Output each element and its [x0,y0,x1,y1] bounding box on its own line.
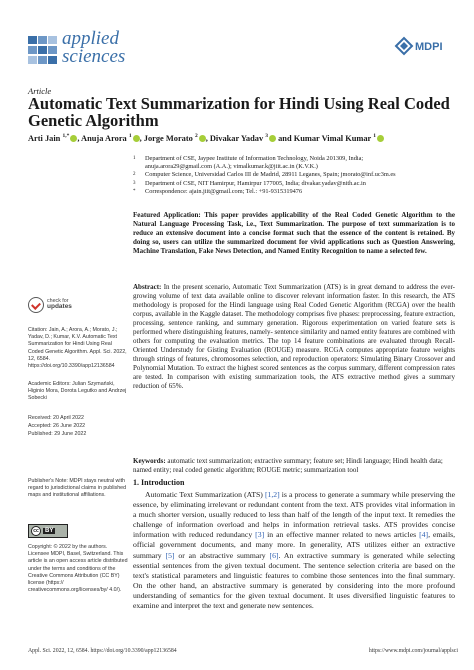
citation-link[interactable]: [4] [419,530,429,540]
journal-name [62,30,125,66]
check-for-updates-button[interactable] [28,296,128,318]
affiliation-number [133,163,145,171]
author-list: Arti Jain $^{1,*}$ , Anuja Arora $^1$ , Jorge Morato $^2$ , Divakar Yadav $^3$ and Kumar Vimal Kumar $^1$ [28,133,458,143]
footer-journal-link[interactable]: https://www.mdpi.com/journal/applsci [368,648,458,654]
author-name[interactable]: Anuja Arora $^1$ [81,133,132,143]
accepted-date: Accepted: 26 June 2022 [28,423,86,429]
keywords-label: Keywords: [133,457,166,465]
citation-link[interactable]: [5] [165,550,175,560]
academic-editors: Academic Editors: Julian Szymański, Higinio Mora, Dorota Legutko and Andrzej Sobecki [28,381,127,402]
published-date: Published: 29 June 2022 [28,431,87,437]
affiliation-number: 2 [133,172,136,178]
article-type: Article [28,86,52,96]
author-affiliation-marker: 2 [194,133,198,139]
abstract-text: In the present scenario, Automatic Text Summarization (ATS) is in great demand to address the ever-growing volume of text data available online to discover relevant information faster. In this research, the ATS methodology is proposed for the Hindi language using Real Coded Genetic Algorithm (RCGA) over the health corpus, available in the Kaggle dataset. The methodology comprises five phases: preprocessing, feature extraction, processing, sentence ranking, and summary generation. Rigorous experimentation on varied feature sets is performed where distinguishing features, namely- sentence similarity and named entity features are combined with others for computing the evaluation metrics. The top 14 feature combinations are evaluated through Recall-Oriented Understudy for Gisting Evaluation (ROUGE) measure. RCGA computes appropriate feature weights through strings of features, chromosomes selection, and reproduction operators: Simulating Binary Crossover and Polynomial Mutation. To extract the highest scored sentences as the corpus summary, different compression rates are tested. In comparison with existing summarization tools, the ATS extractive method gives a summary reduction of 65%. [133,283,455,390]
affiliation-text: Correspondence: ajain.jiit@gmail.com; Tel.: +91-9315319476 [145,187,303,195]
orcid-icon[interactable] [133,135,140,142]
journal-name-line1: applied [62,28,119,49]
affiliation-item [133,163,463,171]
orcid-icon[interactable] [199,135,206,142]
citation-link[interactable]: [1,2] [264,490,280,499]
orcid-icon[interactable] [377,135,384,142]
affiliations [133,155,463,196]
intro-text-part: , emails, official government documents, and many more. In generality, ATS utilizes either an extractive summary [133,530,455,560]
journal-name-line2: sciences [62,46,126,67]
author-affiliation-marker: 1 [128,133,132,139]
footer-citation: Appl. Sci. 2022, 12, 6584. https://doi.org/10.3390/app12136584 [28,648,177,654]
cc-license-badge[interactable] [28,524,68,538]
author-name[interactable]: Divakar Yadav $^3$ [209,133,269,143]
by-icon: BY [45,528,54,534]
copyright-notice: Copyright: © 2022 by the authors. Licensee MDPI, Basel, Switzerland. This article is an open access article distributed under the terms and conditions of the Creative Commons Attribution (CC BY) license (https:// creativecommons.org/licenses/by/ 4.0/). [28,544,128,594]
introduction-text [133,490,455,611]
journal-logo-icon [28,36,58,64]
author-name[interactable]: Kumar Vimal Kumar $^1$ [293,133,376,143]
check-for-updates-line2: updates [47,303,72,310]
mdpi-logo-text: MDPI [415,41,443,53]
affiliation-text: Department of CSE, Jaypee Institute of Information Technology, Noida 201309, India; [145,155,364,162]
publisher-note: Publisher's Note: MDPI stays neutral with regard to jurisdictional claims in published maps and institutional affiliations. [28,478,127,499]
affiliation-item [133,155,463,163]
check-for-updates-label [47,298,72,310]
citation-info: Citation: Jain, A.; Arora, A.; Morato, J.; Yadav, D.; Kumar, K.V. Automatic Text Summarization for Hindi Using Real Coded Genetic Algorithm. Appl. Sci. 2022, 12, 6584. https://doi.org/10.3390/app12136584 [28,327,127,370]
received-date: Received: 20 April 2022 [28,415,84,421]
author-name[interactable]: Jorge Morato $^2$ [143,133,198,143]
author-name[interactable]: Arti Jain $^{1,*}$ [28,133,70,143]
orcid-icon[interactable] [269,135,276,142]
intro-text-part: is a process to generate a summary while preserving the essence, by eliminating irrelevant or redundant content from the text. ATS provides vital information in a much shorter version, usually reduced to less than half of the length of the input text. It remedies the challenge of information overload and helps in information retrieval tasks. ATS provides concise information with reduced redundancy [133,490,455,540]
affiliation-number: 1 [133,156,136,161]
check-for-updates-icon [28,297,44,313]
affiliation-number: * [133,188,136,194]
author-affiliation-marker: 1 [373,133,376,139]
affiliation-text: anuja.arora29@gmail.com (A.A.); vimalkumar.k@jiit.ac.in (K.V.K.) [145,163,318,171]
affiliation-number: 3 [133,180,136,186]
page-footer [28,648,458,654]
cc-icon: cc [31,526,41,536]
keywords [133,457,455,475]
author-affiliation-marker: 1,* [62,133,70,139]
affiliation-text: Computer Science, Universidad Carlos III de Madrid, 28911 Leganes, Spain; jmorato@inf.uc3m.es [145,171,396,179]
orcid-icon[interactable] [70,135,77,142]
mdpi-logo-icon[interactable] [394,35,454,57]
section-title-introduction: 1. Introduction [133,478,185,487]
keywords-text: automatic text summarization; extractive summary; feature set; Hindi language; Hindi health data; named entity; real coded genetic algorithm; ROUGE metric; summarization tool [133,457,443,474]
affiliation-item [133,188,463,196]
abstract [133,283,455,391]
affiliation-item [133,180,463,188]
check-for-updates-line1: check for [47,298,69,304]
intro-text-part: in an effective manner related to news articles [264,530,420,540]
featured-application: Featured Application: This paper provides applicability of the Real Coded Genetic Algorithm to the Natural Language Processing Task, i.e., Text Summarization. The purpose of text summarization is to reduce an extensive document into a concise format such that the essence of the content is retained. By doing so, users can utilize the summarized document for vivid applications such as Question Answering, Machine Translation, Fake News Detection, and Named Entity Recognition to name a selected few. [133,211,455,255]
abstract-label: Abstract: [133,283,162,291]
paper-title: Automatic Text Summarization for Hindi Using Real Coded Genetic Algorithm [28,94,450,130]
affiliation-item [133,171,463,179]
intro-text-part: or an abstractive summary [174,550,270,560]
affiliation-text: Department of CSE, NIT Hamirpur, Hamirpur 177005, India; divakar.yadav@nith.ac.in [145,179,366,187]
citation-link[interactable]: [6] [269,550,279,560]
intro-text-part: Automatic Text Summarization (ATS) [145,490,265,499]
intro-text-part: . An extractive summary is generated while selecting essential sentences from the given textual document. The sentence selection criteria are based on the text's statistical parameters and linguistic features to combine those sentences into the final summary. On the other hand, an abstractive summary is generated by considering into the more profound understanding of semantics for the given textual document. It uses diversified linguistic features to examine and interpret the text and generate new sentences. [133,550,455,611]
author-affiliation-marker: 3 [265,133,269,139]
citation-link[interactable]: [3] [255,530,265,540]
